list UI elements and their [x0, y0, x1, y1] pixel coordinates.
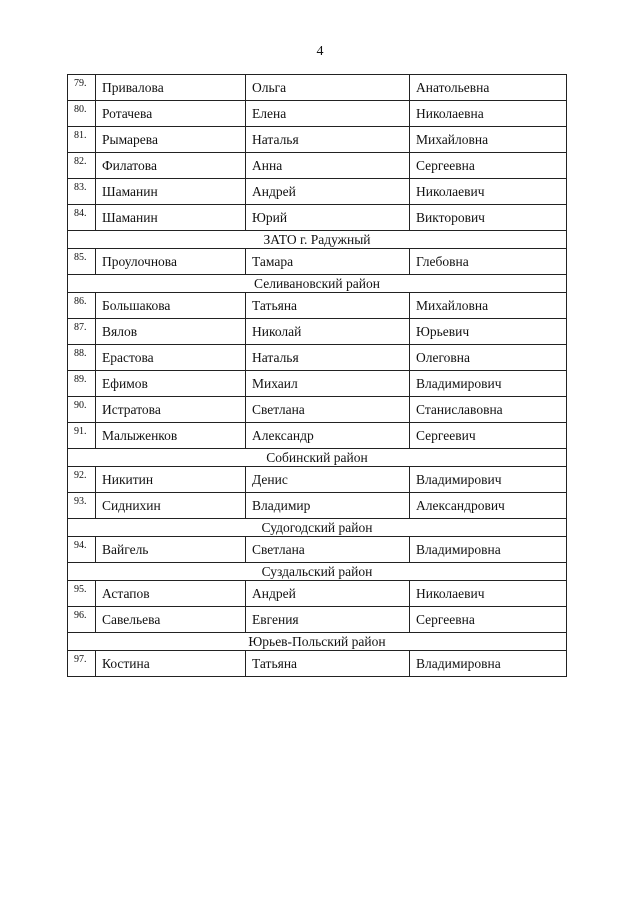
patronymic-cell: Сергеевна	[410, 607, 567, 633]
person-row	[68, 249, 567, 275]
district-header-row	[68, 519, 567, 537]
first-name-cell: Николай	[246, 319, 410, 345]
first-name-cell: Анна	[246, 153, 410, 179]
first-name-cell: Тамара	[246, 249, 410, 275]
first-name-cell: Михаил	[246, 371, 410, 397]
last-name-cell: Истратова	[96, 397, 246, 423]
row-number: 86.	[68, 293, 96, 319]
last-name-cell: Ротачева	[96, 101, 246, 127]
person-row	[68, 537, 567, 563]
last-name-cell: Костина	[96, 651, 246, 677]
patronymic-cell: Олеговна	[410, 345, 567, 371]
last-name-cell: Савельева	[96, 607, 246, 633]
row-number: 91.	[68, 423, 96, 449]
patronymic-cell: Сергеевич	[410, 423, 567, 449]
patronymic-cell: Михайловна	[410, 293, 567, 319]
patronymic-cell: Станиславовна	[410, 397, 567, 423]
district-header-row	[68, 563, 567, 581]
person-row	[68, 651, 567, 677]
first-name-cell: Наталья	[246, 127, 410, 153]
first-name-cell: Татьяна	[246, 293, 410, 319]
row-number: 95.	[68, 581, 96, 607]
last-name-cell: Вялов	[96, 319, 246, 345]
first-name-cell: Елена	[246, 101, 410, 127]
last-name-cell: Проулочнова	[96, 249, 246, 275]
person-row	[68, 153, 567, 179]
person-row	[68, 493, 567, 519]
patronymic-cell: Владимировна	[410, 651, 567, 677]
roster-body	[68, 75, 567, 677]
row-number: 89.	[68, 371, 96, 397]
district-name: Суздальский район	[68, 563, 567, 581]
patronymic-cell: Владимировна	[410, 537, 567, 563]
first-name-cell: Андрей	[246, 581, 410, 607]
district-header-row	[68, 449, 567, 467]
district-header-row	[68, 275, 567, 293]
row-number: 81.	[68, 127, 96, 153]
district-name: Собинский район	[68, 449, 567, 467]
first-name-cell: Наталья	[246, 345, 410, 371]
last-name-cell: Филатова	[96, 153, 246, 179]
row-number: 96.	[68, 607, 96, 633]
district-name: Судогодский район	[68, 519, 567, 537]
person-row	[68, 179, 567, 205]
first-name-cell: Ольга	[246, 75, 410, 101]
row-number: 90.	[68, 397, 96, 423]
first-name-cell: Юрий	[246, 205, 410, 231]
first-name-cell: Александр	[246, 423, 410, 449]
last-name-cell: Малыженков	[96, 423, 246, 449]
person-row	[68, 607, 567, 633]
person-row	[68, 467, 567, 493]
last-name-cell: Ефимов	[96, 371, 246, 397]
row-number: 94.	[68, 537, 96, 563]
last-name-cell: Привалова	[96, 75, 246, 101]
person-row	[68, 293, 567, 319]
patronymic-cell: Михайловна	[410, 127, 567, 153]
person-row	[68, 423, 567, 449]
first-name-cell: Евгения	[246, 607, 410, 633]
last-name-cell: Ерастова	[96, 345, 246, 371]
patronymic-cell: Сергеевна	[410, 153, 567, 179]
last-name-cell: Большакова	[96, 293, 246, 319]
person-row	[68, 345, 567, 371]
last-name-cell: Шаманин	[96, 205, 246, 231]
row-number: 92.	[68, 467, 96, 493]
first-name-cell: Андрей	[246, 179, 410, 205]
person-row	[68, 371, 567, 397]
row-number: 80.	[68, 101, 96, 127]
patronymic-cell: Владимирович	[410, 467, 567, 493]
page-number: 4	[316, 44, 324, 59]
last-name-cell: Никитин	[96, 467, 246, 493]
district-name: ЗАТО г. Радужный	[68, 231, 567, 249]
first-name-cell: Денис	[246, 467, 410, 493]
row-number: 97.	[68, 651, 96, 677]
first-name-cell: Владимир	[246, 493, 410, 519]
row-number: 84.	[68, 205, 96, 231]
patronymic-cell: Викторович	[410, 205, 567, 231]
person-row	[68, 397, 567, 423]
row-number: 88.	[68, 345, 96, 371]
last-name-cell: Рымарева	[96, 127, 246, 153]
district-header-row	[68, 633, 567, 651]
patronymic-cell: Александрович	[410, 493, 567, 519]
person-row	[68, 205, 567, 231]
row-number: 79.	[68, 75, 96, 101]
district-name: Селивановский район	[68, 275, 567, 293]
person-row	[68, 319, 567, 345]
row-number: 82.	[68, 153, 96, 179]
patronymic-cell: Николаевич	[410, 581, 567, 607]
row-number: 93.	[68, 493, 96, 519]
last-name-cell: Шаманин	[96, 179, 246, 205]
person-row	[68, 101, 567, 127]
person-row	[68, 75, 567, 101]
row-number: 85.	[68, 249, 96, 275]
last-name-cell: Вайгель	[96, 537, 246, 563]
patronymic-cell: Николаевич	[410, 179, 567, 205]
last-name-cell: Астапов	[96, 581, 246, 607]
patronymic-cell: Анатольевна	[410, 75, 567, 101]
district-header-row	[68, 231, 567, 249]
first-name-cell: Светлана	[246, 537, 410, 563]
patronymic-cell: Владимирович	[410, 371, 567, 397]
person-row	[68, 127, 567, 153]
patronymic-cell: Глебовна	[410, 249, 567, 275]
row-number: 83.	[68, 179, 96, 205]
roster-table	[67, 74, 567, 677]
row-number: 87.	[68, 319, 96, 345]
first-name-cell: Татьяна	[246, 651, 410, 677]
district-name: Юрьев-Польский район	[68, 633, 567, 651]
person-row	[68, 581, 567, 607]
last-name-cell: Сиднихин	[96, 493, 246, 519]
first-name-cell: Светлана	[246, 397, 410, 423]
patronymic-cell: Юрьевич	[410, 319, 567, 345]
patronymic-cell: Николаевна	[410, 101, 567, 127]
